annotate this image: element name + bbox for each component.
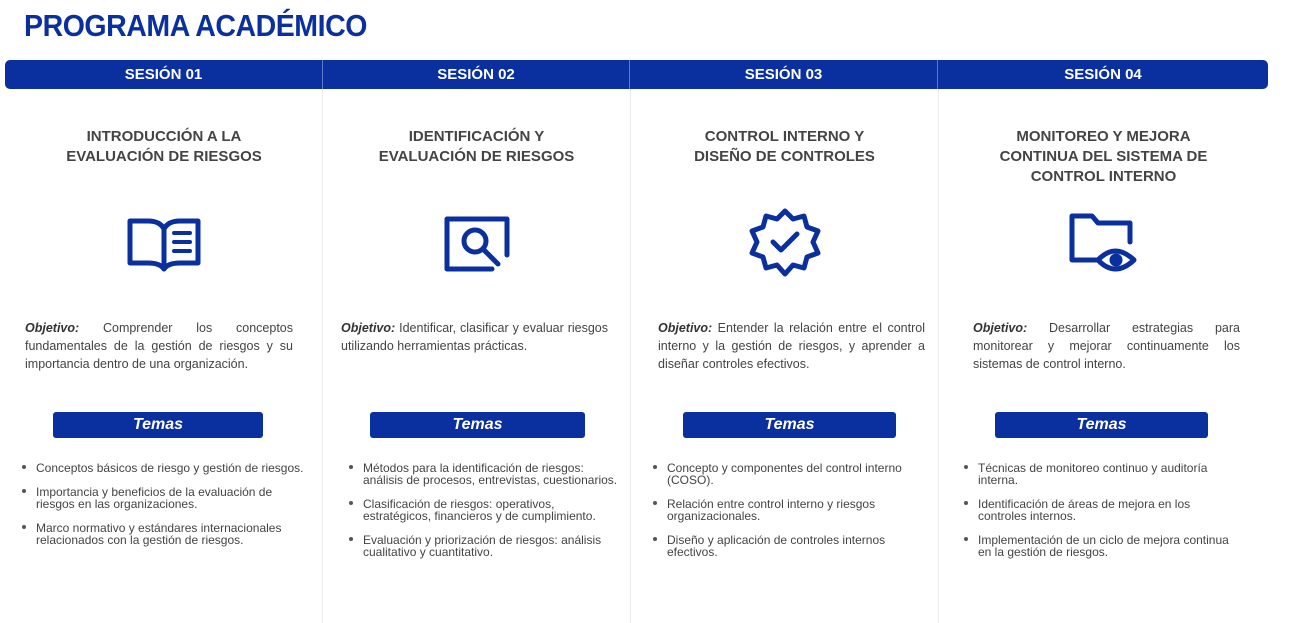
objective-label: Objetivo: (973, 321, 1028, 335)
session-04-topics (964, 462, 1242, 570)
topic-item: Métodos para la identificación de riesgos: análisis de procesos, entrevistas, cuestionarios. (349, 462, 619, 486)
objective-text: Desarrollar estrategias para monitorear y mejorar continuamente los sistemas de control interno. (973, 321, 1240, 371)
topic-item: Evaluación y priorización de riesgos: análisis cualitativo y cuantitativo. (349, 534, 619, 558)
session-04-objective (973, 319, 1240, 373)
objective-label: Objetivo: (25, 321, 80, 335)
session-03-topics (653, 462, 923, 570)
session-03-temas-label: Temas (683, 412, 896, 438)
session-03-header: SESIÓN 03 (630, 60, 938, 89)
session-01-temas-label: Temas (53, 412, 263, 438)
session-04-title: MONITOREO Y MEJORA CONTINUA DEL SISTEMA DE CONTROL INTERNO (999, 128, 1208, 185)
session-01-topics (22, 462, 312, 558)
search-screen-icon (437, 209, 517, 279)
session-01-objective (25, 319, 293, 373)
topic-item: Identificación de áreas de mejora en los controles internos. (964, 498, 1242, 522)
session-02-title: IDENTIFICACIÓN Y EVALUACIÓN DE RIESGOS (378, 128, 575, 165)
objective-text: Comprender los conceptos fundamentales de la gestión de riesgos y su importancia dentro de una organización. (25, 321, 293, 371)
book-icon (124, 209, 204, 279)
objective-text: Identificar, clasificar y evaluar riesgos utilizando herramientas prácticas. (341, 321, 608, 353)
verified-badge-icon (745, 209, 825, 279)
topic-item: Implementación de un ciclo de mejora continua en la gestión de riesgos. (964, 534, 1242, 558)
session-04-temas-label: Temas (995, 412, 1208, 438)
session-02-objective (341, 319, 608, 355)
topic-item: Relación entre control interno y riesgos organizacionales. (653, 498, 923, 522)
session-02-topics (349, 462, 619, 570)
topic-item: Marco normativo y estándares internacionales relacionados con la gestión de riesgos. (22, 522, 312, 546)
topic-item: Importancia y beneficios de la evaluación de riesgos en las organizaciones. (22, 486, 312, 510)
session-03-column (631, 89, 938, 623)
session-01-column (5, 89, 323, 623)
topic-item: Técnicas de monitoreo continuo y auditoría interna. (964, 462, 1242, 486)
session-03-objective (658, 319, 925, 373)
objective-label: Objetivo: (658, 321, 713, 335)
page-title: PROGRAMA ACADÉMICO (24, 8, 367, 43)
session-04-header: SESIÓN 04 (1064, 66, 1142, 83)
topic-item: Clasificación de riesgos: operativos, estratégicos, financieros y de cumplimiento. (349, 498, 619, 522)
session-02-column (323, 89, 630, 623)
objective-label: Objetivo: (341, 321, 396, 335)
session-03-title: CONTROL INTERNO Y DISEÑO DE CONTROLES (694, 128, 875, 165)
topic-item: Conceptos básicos de riesgo y gestión de riesgos. (22, 462, 312, 474)
topic-item: Concepto y componentes del control interno (COSO). (653, 462, 923, 486)
session-01-header: SESIÓN 01 (5, 60, 323, 89)
session-02-header: SESIÓN 02 (323, 60, 630, 89)
sessions-header-bar (5, 60, 1268, 89)
objective-text: Entender la relación entre el control interno y la gestión de riesgos, y aprender a diseñar controles efectivos. (658, 321, 925, 371)
topic-item: Diseño y aplicación de controles internos efectivos. (653, 534, 923, 558)
session-02-temas-label: Temas (370, 412, 585, 438)
session-04-column (939, 89, 1268, 623)
session-01-title: INTRODUCCIÓN A LA EVALUACIÓN DE RIESGOS (66, 128, 262, 165)
folder-eye-icon (1064, 209, 1144, 279)
